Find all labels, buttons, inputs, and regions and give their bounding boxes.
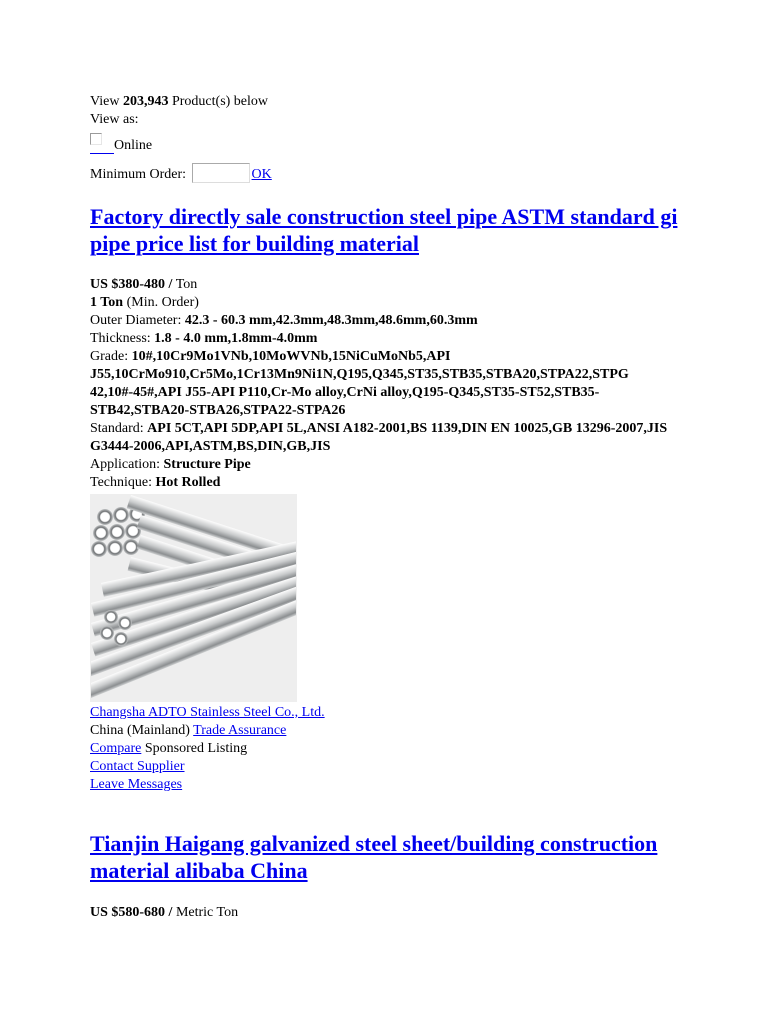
price-unit: Ton xyxy=(175,277,198,292)
spec-thickness xyxy=(90,330,680,348)
supplier-info xyxy=(90,704,680,794)
spec-label: Thickness: xyxy=(90,331,151,346)
online-filter xyxy=(90,133,680,157)
supplier-country: China (Mainland) xyxy=(90,723,190,738)
spec-value: Structure Pipe xyxy=(163,457,251,472)
pipe-ends-upper xyxy=(91,506,145,557)
min-order-line xyxy=(90,294,680,312)
spec-label: Technique: xyxy=(90,475,152,490)
spec-application xyxy=(90,456,680,474)
min-order-label: Minimum Order: xyxy=(90,167,187,182)
spec-value: Hot Rolled xyxy=(155,475,221,490)
product-title-link[interactable]: Tianjin Haigang galvanized steel sheet/building construction material alibaba China xyxy=(90,831,658,883)
spec-value: API 5CT,API 5DP,API 5L,ANSI A182-2001,BS 1139,DIN EN 10025,GB 13296-2007,JIS G3444-2006,API,ASTM,BS,DIN,GB,JIS xyxy=(90,421,668,454)
product-title xyxy=(90,830,680,884)
view-as-label: View as: xyxy=(90,112,139,127)
spec-value: 1.8 - 4.0 mm,1.8mm-4.0mm xyxy=(154,331,318,346)
compare-line xyxy=(90,740,680,758)
view-suffix: Product(s) below xyxy=(171,94,269,109)
spec-outer-diameter xyxy=(90,312,680,330)
product-specs xyxy=(90,276,680,492)
spec-technique xyxy=(90,474,680,492)
country-line xyxy=(90,722,680,740)
view-prefix: View xyxy=(90,94,120,109)
online-label: Online xyxy=(114,138,153,153)
spec-grade xyxy=(90,348,680,420)
price: US $380-480 / xyxy=(90,277,173,292)
product-listing-page xyxy=(90,93,680,922)
min-order-qty: 1 Ton xyxy=(90,295,124,310)
sponsored-listing-label: Sponsored Listing xyxy=(144,741,248,756)
spec-value: 42.3 - 60.3 mm,42.3mm,48.3mm,48.6mm,60.3mm xyxy=(184,313,478,328)
spec-value: 10#,10Cr9Mo1VNb,10MoWVNb,15NiCuMoNb5,API J55,10CrMo910,Cr5Mo,1Cr13Mn9Ni1N,Q195,Q345,ST35,STB35,STBA20,STPA22,STPG 42,10#-45#,API J55-API P110,Cr-Mo alloy,CrNi alloy,Q195-Q345,ST35-ST52,STB35-STB42,STBA20-STBA26,STPA22-STPA26 xyxy=(90,349,629,418)
ok-link[interactable]: OK xyxy=(251,167,272,182)
spec-label: Application: xyxy=(90,457,160,472)
price-line xyxy=(90,276,680,294)
min-order-input[interactable] xyxy=(192,163,250,183)
min-order-filter xyxy=(90,163,680,185)
price-unit: Metric Ton xyxy=(175,905,239,920)
online-checkbox-link[interactable] xyxy=(90,133,114,154)
product-image[interactable] xyxy=(90,494,297,702)
spec-label: Outer Diameter: xyxy=(90,313,182,328)
spec-label: Standard: xyxy=(90,421,144,436)
spec-standard xyxy=(90,420,680,456)
price-line xyxy=(90,904,680,922)
view-count-line xyxy=(90,93,680,111)
compare-link[interactable]: Compare xyxy=(90,741,142,756)
price: US $580-680 / xyxy=(90,905,173,920)
product-title xyxy=(90,203,680,257)
product-title-link[interactable]: Factory directly sale construction steel pipe ASTM standard gi pipe price list for building material xyxy=(90,204,678,256)
trade-assurance-link[interactable]: Trade Assurance xyxy=(193,723,287,738)
min-order-suffix: (Min. Order) xyxy=(126,295,199,310)
steel-pipes-image xyxy=(91,495,296,701)
contact-supplier-link[interactable]: Contact Supplier xyxy=(90,759,185,774)
product-count: 203,943 xyxy=(122,94,169,109)
leave-messages-link[interactable]: Leave Messages xyxy=(90,777,183,792)
online-checkbox[interactable] xyxy=(90,133,102,145)
supplier-name-link[interactable]: Changsha ADTO Stainless Steel Co., Ltd. xyxy=(90,705,325,720)
spec-label: Grade: xyxy=(90,349,129,364)
